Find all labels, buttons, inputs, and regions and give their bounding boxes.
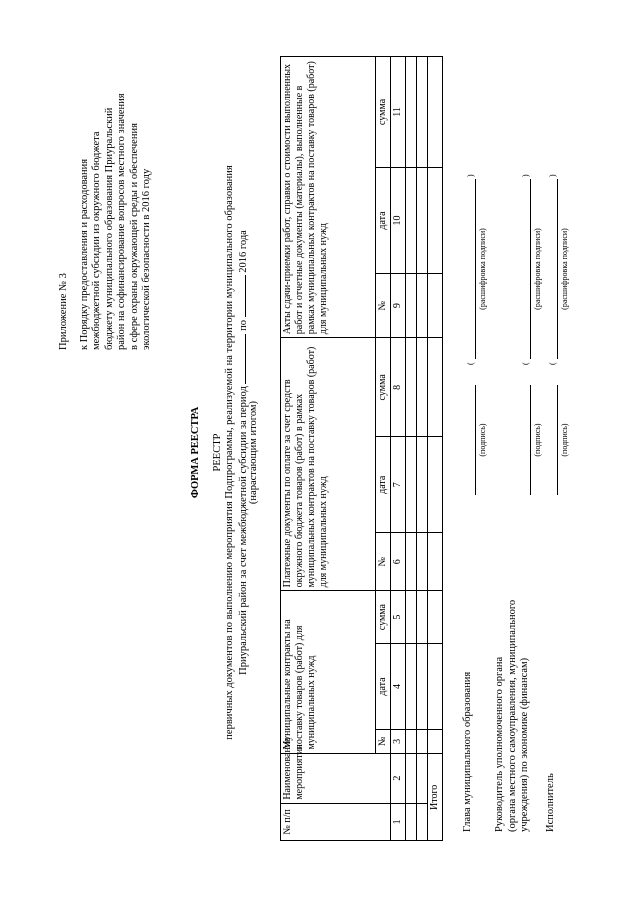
cell[interactable] bbox=[428, 730, 443, 753]
bracket-open: ( bbox=[548, 362, 557, 365]
header-event: Наименование мероприятия bbox=[281, 753, 391, 803]
form-title: ФОРМА РЕЕСТРА bbox=[190, 406, 201, 499]
cell[interactable] bbox=[417, 167, 428, 273]
col-number: 4 bbox=[391, 643, 406, 729]
signature-line[interactable] bbox=[530, 385, 531, 495]
cell[interactable] bbox=[406, 533, 417, 591]
cell[interactable] bbox=[428, 167, 443, 273]
empty-row bbox=[417, 57, 428, 841]
col-number: 11 bbox=[391, 57, 406, 168]
decode-line[interactable] bbox=[475, 179, 476, 359]
signature-role: Исполнитель bbox=[545, 773, 556, 832]
bracket-close: ) bbox=[466, 174, 475, 177]
column-number-row bbox=[391, 57, 406, 841]
cell[interactable] bbox=[417, 643, 428, 729]
appendix-block bbox=[58, 30, 154, 350]
cell[interactable] bbox=[417, 753, 428, 803]
cell[interactable] bbox=[428, 591, 443, 643]
col-number: 3 bbox=[391, 730, 406, 753]
cell[interactable] bbox=[428, 437, 443, 533]
bracket-open: ( bbox=[521, 362, 530, 365]
cell[interactable] bbox=[406, 753, 417, 803]
header-row bbox=[281, 57, 376, 841]
header-contracts: Муниципальные контракты на поставку товаров (работ) для муниципальных нужд bbox=[281, 591, 376, 753]
sub-sum: сумма bbox=[376, 591, 391, 643]
cell[interactable] bbox=[406, 437, 417, 533]
cell[interactable] bbox=[417, 437, 428, 533]
cell[interactable] bbox=[406, 591, 417, 643]
cell[interactable] bbox=[428, 274, 443, 338]
appendix-line: к Порядку предоставления и расходования bbox=[78, 158, 90, 350]
period-to-blank[interactable] bbox=[236, 275, 246, 317]
header-payments: Платежные документы по оплате за счет средств окружного бюджета товаров (работ) в рамках муниципальных контрактов на поставку товаров (работ) для муниципальных нужд bbox=[281, 338, 376, 591]
cell[interactable] bbox=[406, 274, 417, 338]
sub-date: дата bbox=[376, 643, 391, 729]
sign-caption: (подпись) bbox=[560, 423, 569, 457]
registry-line-1: первичных документов по выполнению мероприятия Подпрограммы, реализуемой на территории муниципального образования bbox=[224, 165, 235, 740]
decode-line[interactable] bbox=[530, 179, 531, 359]
registry-line-2-suffix: 2016 года bbox=[238, 230, 249, 273]
sub-no: № bbox=[376, 533, 391, 591]
cell[interactable] bbox=[406, 730, 417, 753]
cell[interactable] bbox=[406, 167, 417, 273]
decode-caption: (расшифровка подписи) bbox=[560, 228, 569, 310]
role-line: (органа местного самоуправления, муниципального bbox=[506, 599, 518, 832]
signature-line[interactable] bbox=[557, 385, 558, 495]
total-row bbox=[428, 57, 443, 841]
cell[interactable] bbox=[406, 57, 417, 168]
sub-no: № bbox=[376, 274, 391, 338]
cell[interactable] bbox=[417, 274, 428, 338]
appendix-line: в сфере охраны окружающей среды и обеспечения bbox=[128, 123, 140, 350]
registry-line-2-po: по bbox=[238, 320, 249, 331]
registry-line-2-prefix: Приуральский район за счет межбюджетной субсидии за период bbox=[238, 386, 249, 675]
col-number: 2 bbox=[391, 753, 406, 803]
cell[interactable] bbox=[417, 533, 428, 591]
cell[interactable] bbox=[417, 803, 428, 840]
cell[interactable] bbox=[428, 533, 443, 591]
cell[interactable] bbox=[406, 643, 417, 729]
sub-sum: сумма bbox=[376, 338, 391, 437]
sign-caption: (подпись) bbox=[533, 423, 542, 457]
cell[interactable] bbox=[417, 338, 428, 437]
cell[interactable] bbox=[428, 57, 443, 168]
registry-line-3: (нарастающим итогом) bbox=[248, 400, 259, 505]
subheader-row bbox=[376, 57, 391, 841]
sub-date: дата bbox=[376, 437, 391, 533]
cell[interactable] bbox=[406, 803, 417, 840]
cell[interactable] bbox=[417, 57, 428, 168]
sign-caption: (подпись) bbox=[478, 423, 487, 457]
decode-caption: (расшифровка подписи) bbox=[533, 228, 542, 310]
signature-role bbox=[494, 532, 532, 832]
header-acts: Акты сдачи-приемки работ, справки о стоимости выполненных работ и отчетные документы (материалы), выполненные в рамках муниципальных контрактов на поставку товаров (работ) для муниципальных нужд bbox=[281, 57, 376, 338]
appendix-line: экологической безопасности в 2016 году bbox=[141, 168, 152, 350]
col-number: 6 bbox=[391, 533, 406, 591]
role-line: учреждения) по экономике (финансам) bbox=[519, 657, 530, 832]
col-number: 8 bbox=[391, 338, 406, 437]
period-from-blank[interactable] bbox=[236, 334, 246, 384]
total-label: Итого bbox=[428, 753, 443, 840]
decode-caption: (расшифровка подписи) bbox=[478, 228, 487, 310]
appendix-line: бюджету муниципального образования Приуральский bbox=[103, 107, 115, 350]
col-number: 9 bbox=[391, 274, 406, 338]
role-line: Руководитель уполномоченного органа bbox=[494, 656, 505, 832]
bracket-open: ( bbox=[466, 362, 475, 365]
signature-role: Глава муниципального образования bbox=[462, 671, 473, 832]
empty-row bbox=[406, 57, 417, 841]
col-number: 5 bbox=[391, 591, 406, 643]
registry-table bbox=[280, 56, 443, 841]
appendix-line: межбюджетной субсидии из окружного бюджета bbox=[91, 131, 102, 350]
sub-date: дата bbox=[376, 167, 391, 273]
header-num: № п/п bbox=[281, 803, 391, 840]
sub-sum: сумма bbox=[376, 57, 391, 168]
col-number: 10 bbox=[391, 167, 406, 273]
col-number: 1 bbox=[391, 803, 406, 840]
col-number: 7 bbox=[391, 437, 406, 533]
registry-title: РЕЕСТР bbox=[212, 433, 223, 472]
sub-no: № bbox=[376, 730, 391, 753]
bracket-close: ) bbox=[521, 174, 530, 177]
cell[interactable] bbox=[406, 338, 417, 437]
appendix-line: район на софинансирование вопросов местного значения bbox=[116, 93, 127, 350]
cell[interactable] bbox=[428, 643, 443, 729]
cell[interactable] bbox=[417, 591, 428, 643]
cell[interactable] bbox=[417, 730, 428, 753]
appendix-title: Приложение № 3 bbox=[58, 273, 69, 350]
signature-line[interactable] bbox=[475, 385, 476, 495]
decode-line[interactable] bbox=[557, 179, 558, 359]
bracket-close: ) bbox=[548, 174, 557, 177]
cell[interactable] bbox=[428, 338, 443, 437]
